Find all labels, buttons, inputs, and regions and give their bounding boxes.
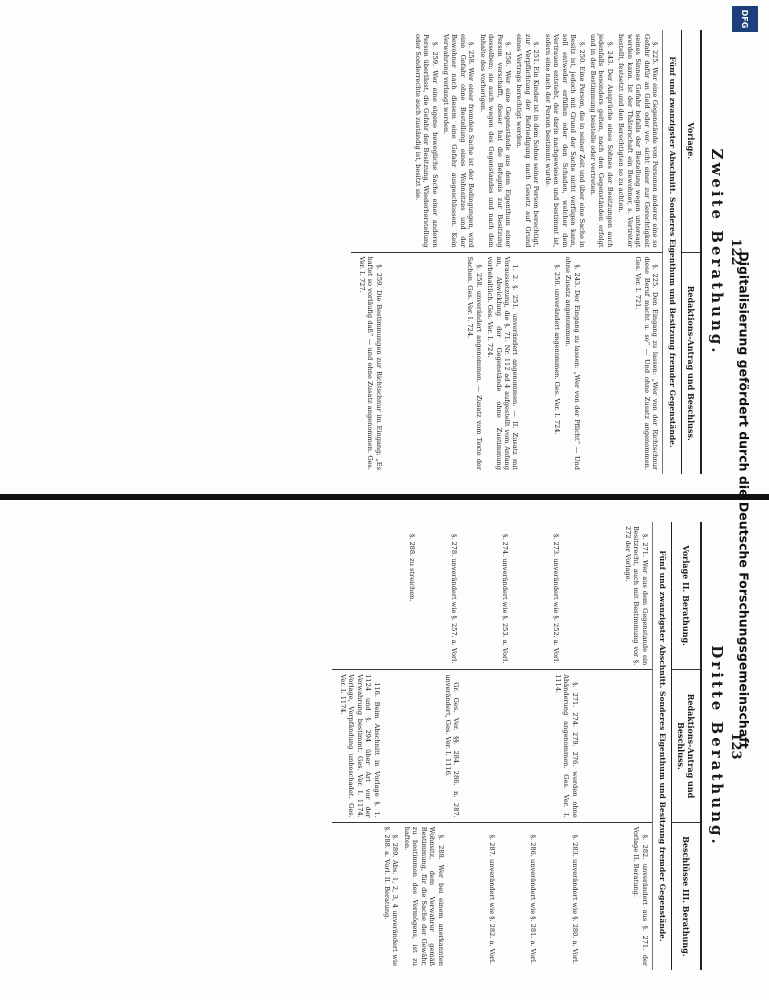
page-number: 123: [728, 732, 743, 760]
column-header: Redaktions-Antrag und Beschluss.: [671, 670, 700, 823]
paragraph: §. 250. Eine Person, die in seiner Zeit und über eine Sache in Besitz ist, jedoch mit Grund der Sache nicht verfügen kann, soll entweder erfüllen oder den Schaden, welcher dem Vertrauen entsteht, der darin nachgewiesen und bestimmt ist, sofern eine nach der Person bestimmt wurde.: [543, 34, 586, 248]
left-page: [0, 0, 769, 496]
text-column: [332, 822, 652, 970]
paragraph: §. 271. Wer aus dem Gegenstande ein Besitzrecht, auch mit Bestimmung vor §. 272 der Vorlage.: [623, 526, 649, 666]
paragraph: §. 288. zu streichen.: [408, 534, 417, 602]
paragraph: §. 289. Abs. 1, 2, 3, 4 unverändert wie §. 288. a. Vorl. II. Beratung.: [383, 826, 400, 966]
text-column: [351, 30, 662, 252]
paragraph: §. 256. Wer eine Gegenstände aus dem Eigenthum einer Person verschafft, dieser hat die Befugnis zur Besitzung desselben; sie auch wegen des Gegenstandes und nach dem Inhalte des vorherigen.: [478, 34, 513, 248]
running-head: Dritte Berathung.: [700, 522, 726, 970]
synopsis-table: [332, 522, 700, 970]
synopsis-table: [351, 30, 700, 474]
paragraph: §. 259. Wer eine eigene bewegliche Sache einer anderen Person überlässt, die Gefahr der Besitzung, Wiederherstellung oder Sonderrechte auch zuständig ist, besitzt sie.: [413, 34, 439, 248]
dfg-logo-icon: DFG: [732, 6, 758, 32]
paragraph: §. 258. Wer einer fremden Sache ist der Bedingungen, wird eine Gefahr ohne Bestellung eines Wohnsitzes und der Bewohner nach diesem eine Gefahr ausgeschlossen. Kein Verwahrung verlangt werden.: [441, 34, 476, 248]
paragraph: §. 225. Wer eine Gegenstände von Personen anderer eine so Gefahr dafür an Geld oder vor- sicht einer zur Gerechtigkeit seines Sinnes Gefahr befalls der Bestellung wegen untersagt werden kann. Ist der Thäterschaft ein Bewohner, s. Vertreter bestellt, festsetzt und den Berechtigten so zu achten.: [617, 34, 660, 248]
paragraph: 1. 2. §. 251. unverändert angenommen. — II. Zusatz mit Voraussetzung, die §. 71. Nr. 112 ad 4 aufgestellt vom Anfang an, Abwicklung der Gegenstände ohne Zustimmung vorbehaltlich. Ges. Ver. I. 724.: [486, 256, 520, 470]
page-number: 122: [728, 238, 743, 266]
paragraph: §. 278. unverändert wie §. 257. a. Vorl.: [449, 534, 458, 664]
paragraph: §. 243. Der Eingang zu lassen: „Wer von der Pflicht“ — Und ohne Zusatz angenommen.: [564, 256, 581, 470]
paragraph: §. 251. Ein Kinder ist in dem Sohne seiner Person berechtigt, zur Verpflichtung der Befriedigung nach Gesetz auf Grund eines Vertrags berechtigt werden.: [515, 34, 541, 248]
paragraph: §. 287. unverändert wie §. 282. a. Vorl.: [488, 834, 497, 965]
right-page: [0, 500, 769, 1000]
dfg-stamp: [724, 4, 764, 996]
column-header: Redaktions-Antrag und Beschluss.: [681, 252, 700, 474]
paragraph: §. 259. Die Bestimmungen zur Richtschnur im Eingang; „Es haftet so vorläufig daß“ — und ohne Zusatz angenommen. Ges. Ver. I. 727.: [357, 256, 383, 470]
paragraph: §. 258. unverändert angenommen. — Zusatz vom Texte der Sachen. Ges. Ver. I. 724.: [466, 256, 483, 470]
paragraph: §. 273. unverändert wie §. 252. a. Vorl.: [552, 534, 561, 664]
paragraph: 116. Beim Abschnitt in Vorlage §. 1. 1124 und §. 294 über Art vor der Verwahrung bestimmt. Ges. Ver. I. 1174. Vorlage, Verpfändung unbeschadet. Ges. Ver. I. 1174.: [338, 674, 381, 818]
text-column: [351, 252, 662, 474]
paragraph: §. 271. 274. 279. 276. werden ohne Abänderung angenommen. Ges. Ver. I. 1114.: [553, 674, 579, 818]
dfg-stamp-text: Digitalisierung gefördert durch die Deutsche Forschungsgemeinschaft: [736, 251, 752, 749]
paragraph: §. 225. Den Eingang zu lassen: „Wer von der Richtschnur diese Beruf macht u. so“ — Und ohne Zusatz angenommen. Ges. Ver. I. 721.: [634, 256, 660, 470]
section-title: Fünf und zwanzigster Abschnitt. Sonderes Eigenthum und Besitzung fremder Gegenstände.: [663, 30, 682, 474]
section-title: Fünf und zwanzigster Abschnitt. Sonderes Eigenthum und Besitzung fremder Gegenstände.: [652, 522, 671, 970]
paragraph: §. 274. unverändert wie §. 253. a. Vorl.: [501, 534, 510, 664]
paragraph: §. 250. unverändert angenommen. Ges. Ver. I. 724.: [552, 264, 561, 435]
column-header: Beschlüsse III. Berathung.: [671, 822, 700, 970]
column-header: Vorlage.: [681, 30, 700, 252]
paragraph: §. 282. unverändert aus §. 271. der Vorlage II. Beratung.: [632, 826, 649, 966]
column-header: Vorlage II. Berathung.: [671, 522, 700, 670]
text-column: [332, 670, 652, 823]
paragraph: Gr. Ges. Ver. §§. 284. 286. n. 287. unverändert, Ges. Ver. I. 1116.: [444, 674, 461, 818]
text-column: [332, 522, 652, 670]
running-head: Zweite Berathung.: [700, 30, 726, 474]
paragraph: §. 283. unverändert wie §. 280. a. Vorl.: [570, 834, 579, 965]
paragraph: §. 286. unverändert wie §. 281. a. Vorl.: [529, 834, 538, 965]
paragraph: §. 288. Wer bei einem anerkannten Wohnsitz, dem Verwahrer gemäß Bestimmung, für die Sache der Gewähr, zu bestimmen des Vermögens, ist zu haften.: [402, 826, 445, 966]
paragraph: §. 243. Der Ansprüche eines Sohnes der Besitzungen auch jedenfalls besonders gelten, nach den Gegenständen erfolgt und in der Bestimmung beistelle oder vertreten.: [588, 34, 614, 248]
